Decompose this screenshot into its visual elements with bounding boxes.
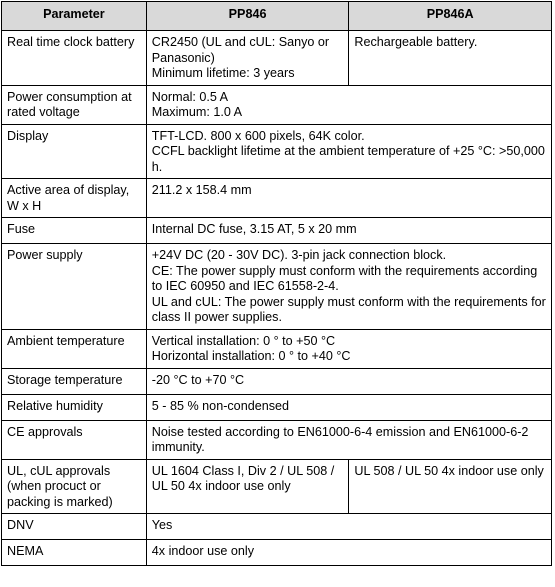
parameter-cell: [2, 514, 147, 540]
parameter-cell: [2, 244, 147, 330]
table-row: [2, 31, 552, 86]
parameter-cell: [2, 124, 147, 179]
parameter-cell: [2, 329, 147, 368]
shared-value-cell: [146, 420, 551, 459]
parameter-cell: [2, 31, 147, 86]
shared-value-cell: [146, 124, 551, 179]
shared-value-cell-text: Horizontal installation: 0 ° to +40 °C: [151, 349, 351, 363]
table-header: [2, 2, 552, 31]
shared-value-cell-text: Maximum: 1.0 A: [151, 105, 243, 119]
pp846-cell-text: CR2450 (UL and cUL: Sanyo or Panasonic): [151, 35, 330, 65]
parameter-cell: [2, 394, 147, 420]
table-row: [2, 244, 552, 330]
parameter-cell: [2, 85, 147, 124]
table-row: [2, 329, 552, 368]
shared-value-cell-text: -20 °C to +70 °C: [151, 372, 245, 387]
header-row: [2, 2, 552, 31]
shared-value-cell-text: Vertical installation: 0 ° to +50 °C: [151, 333, 336, 348]
shared-value-cell: [146, 218, 551, 244]
parameter-cell: [2, 368, 147, 394]
shared-value-cell: [146, 329, 551, 368]
shared-value-cell-text: Yes: [151, 518, 173, 532]
shared-value-cell-text: Internal DC fuse, 3.15 AT, 5 x 20 mm: [151, 222, 357, 236]
pp846-cell: [146, 459, 349, 514]
parameter-cell-text: Real time clock battery: [7, 35, 135, 49]
table-row: [2, 218, 552, 244]
shared-value-cell: [146, 179, 551, 218]
header-pp846: PP846: [146, 2, 349, 31]
parameter-cell: [2, 540, 147, 566]
spec-table: [1, 1, 552, 566]
parameter-cell-text: Fuse: [7, 222, 35, 236]
table-body: [2, 31, 552, 566]
shared-value-cell: [146, 244, 551, 330]
pp846a-cell: [349, 31, 552, 86]
parameter-cell-text: Relative humidity: [7, 398, 103, 413]
parameter-cell-text: Storage temperature: [7, 372, 123, 387]
shared-value-cell-text: Noise tested according to EN61000-6-4 emission and EN61000-6-2 immunity.: [151, 424, 529, 454]
table-row: [2, 459, 552, 514]
shared-value-cell: [146, 540, 551, 566]
parameter-cell-text: Ambient temperature: [7, 333, 125, 348]
shared-value-cell-text: Normal: 0.5 A: [151, 89, 229, 104]
parameter-cell-text: NEMA: [7, 544, 44, 558]
shared-value-cell-text: TFT-LCD. 800 x 600 pixels, 64K color.: [151, 128, 365, 143]
shared-value-cell: [146, 368, 551, 394]
parameter-cell: [2, 459, 147, 514]
pp846a-cell-text: Rechargeable battery.: [354, 35, 478, 49]
shared-value-cell-text: UL and cUL: The power supply must conform with the requirements for class II power supplies.: [151, 294, 546, 324]
shared-value-cell-text: 5 - 85 % non-condensed: [151, 398, 290, 413]
table-row: [2, 394, 552, 420]
parameter-cell-text: DNV: [7, 518, 34, 532]
parameter-cell: [2, 179, 147, 218]
table-row: [2, 179, 552, 218]
parameter-cell: [2, 218, 147, 244]
shared-value-cell-text: +24V DC (20 - 30V DC). 3-pin jack connection block.: [151, 248, 447, 262]
table-row: [2, 514, 552, 540]
parameter-cell: [2, 420, 147, 459]
shared-value-cell-text: 211.2 x 158.4 mm: [151, 183, 252, 197]
shared-value-cell-text: CCFL backlight lifetime at the ambient temperature of +25 °C: >50,000 h.: [151, 144, 545, 174]
parameter-cell-text: CE approvals: [7, 424, 83, 439]
shared-value-cell: [146, 85, 551, 124]
table-row: [2, 368, 552, 394]
table-row: [2, 540, 552, 566]
shared-value-cell: [146, 514, 551, 540]
pp846-cell: [146, 31, 349, 86]
table-row: [2, 124, 552, 179]
shared-value-cell-text: CE: The power supply must conform with the requirements according to IEC 60950 and IEC 61558-2-4.: [151, 263, 538, 293]
parameter-cell-text: Display: [7, 128, 49, 143]
parameter-cell-text: Active area of display, W x H: [7, 183, 130, 213]
shared-value-cell-text: 4x indoor use only: [151, 544, 254, 558]
parameter-cell-text: UL, cUL approvals (when procuct or packing is marked): [7, 463, 113, 509]
header-parameter: Parameter: [2, 2, 147, 31]
pp846-cell-text: UL 1604 Class I, Div 2 / UL 508 / UL 50 4x indoor use only: [151, 463, 335, 493]
pp846-cell-text: Minimum lifetime: 3 years: [151, 66, 295, 80]
table-row: [2, 85, 552, 124]
header-pp846a: PP846A: [349, 2, 552, 31]
parameter-cell-text: Power consumption at rated voltage: [7, 89, 132, 119]
pp846a-cell: [349, 459, 552, 514]
table-row: [2, 420, 552, 459]
pp846a-cell-text: UL 508 / UL 50 4x indoor use only: [354, 463, 544, 478]
parameter-cell-text: Power supply: [7, 248, 83, 262]
shared-value-cell: [146, 394, 551, 420]
